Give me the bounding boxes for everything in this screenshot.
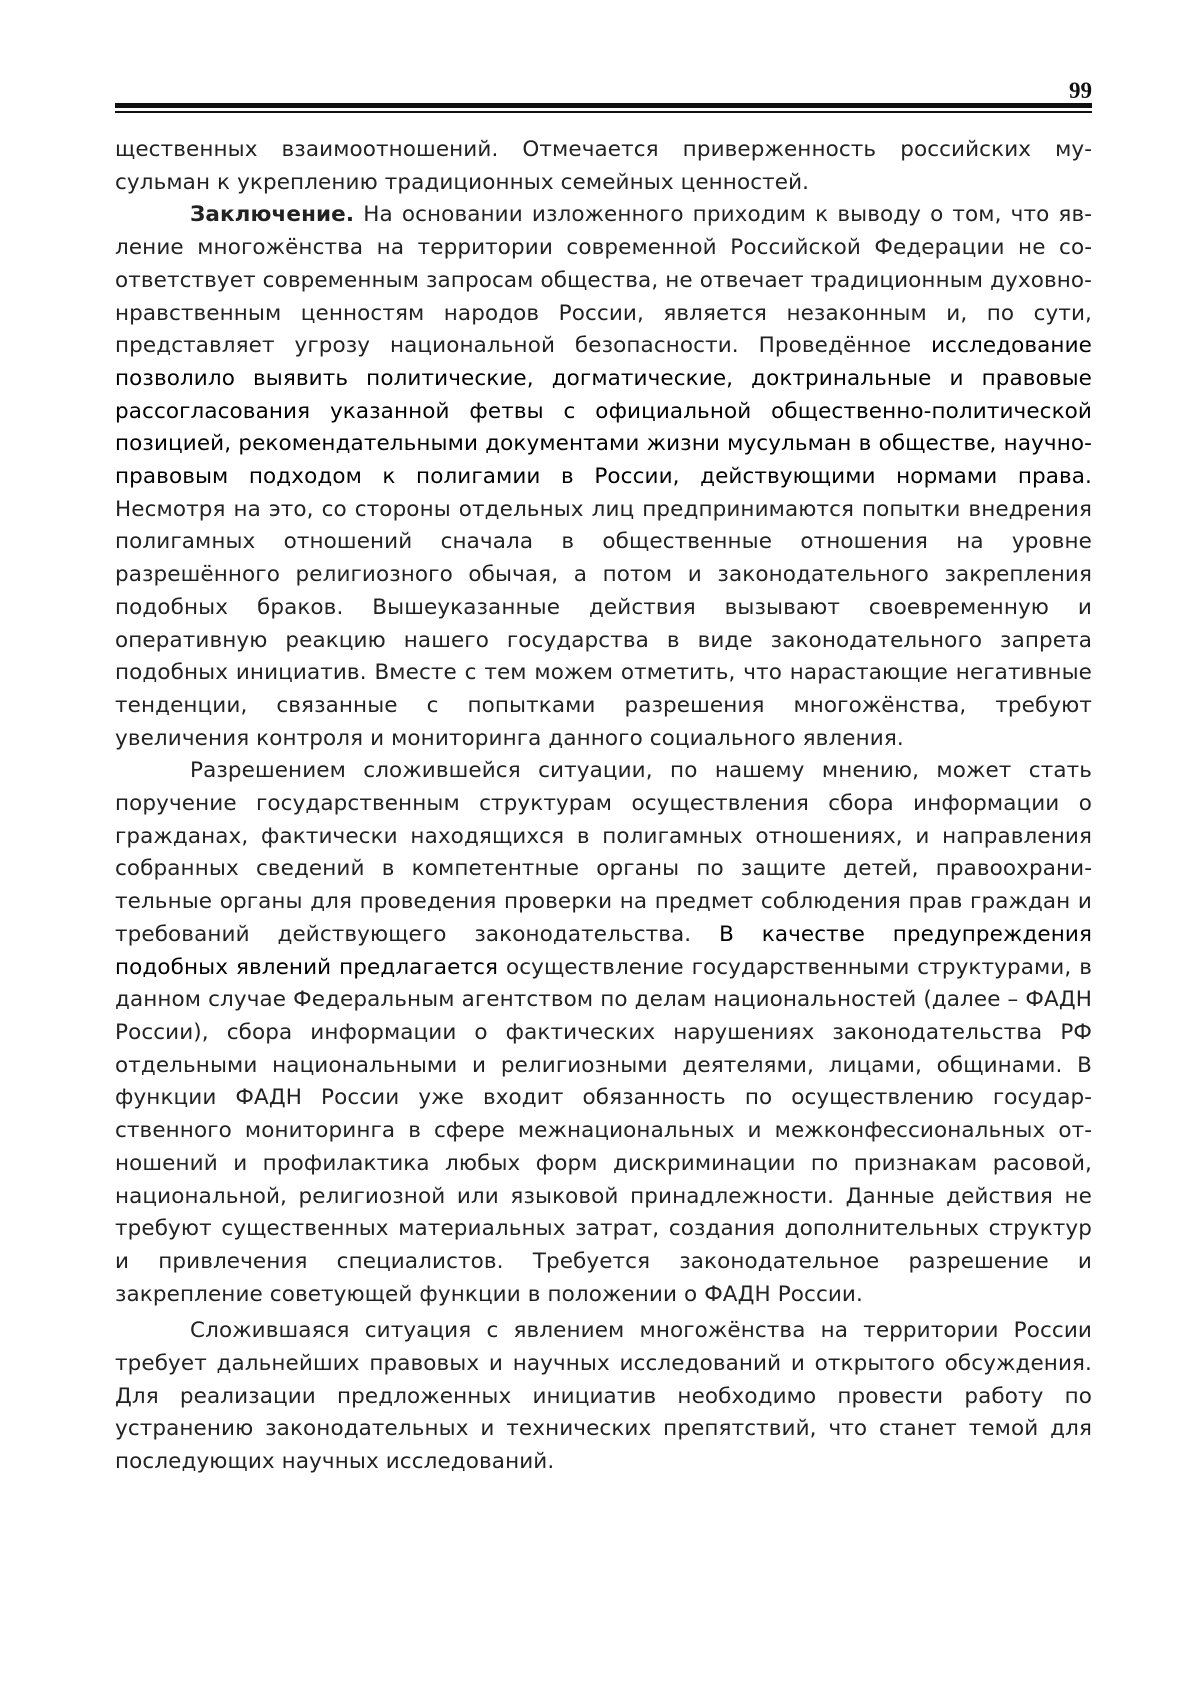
- text-segment: осуществление государственными структурами, в данном случае Федеральным агентством по делам национальностей (далее – ФАДН России), сбора информации о фактических нарушениях законодательства РФ отдельными национальными и религиозными деятелями, лицами, общинами. В функции ФАДН России уже входит обязанность по осуществлению государственного мониторинга в сфере межнациональных и межконфессиональных отношений и профилактика любых форм дискриминации по признакам расовой, национальной, религиозной или языковой принадлежности. Данные действия не требуют существенных материальных затрат, создания дополнительных структур и привлечения специалистов. Требуется законодательное разрешение и закрепление советующей функции в положении о ФАДН России.: [115, 954, 1092, 1307]
- text-segment-emphasized: В качестве предупреждения подобных явлений предлагается: [115, 921, 1092, 980]
- paragraph-conclusion: [115, 199, 1092, 755]
- body-text: [115, 134, 1092, 1479]
- paragraph-resolution: [115, 755, 1092, 1311]
- text-segment: Разрешением сложившейся ситуации, по нашему мнению, может стать поручение государственным структурам осуществления сбора информации о гражданах, фактически находящихся в полигамных отношениях, и направления собранных сведений в компетентные органы по защите детей, правоохранительные органы для проведения проверки на предмет соблюдения прав граждан и требований действующего законодательства.: [115, 758, 1092, 947]
- paragraph-final: [115, 1315, 1092, 1479]
- text-segment: Несмотря на это, со стороны отдельных лиц предпринимаются попытки внедрения полигамных отношений сначала в общественные отношения на уровне разрешённого религиозного обычая, а потом и законодательного закрепления подобных браков. Вышеуказанные действия вызывают своевременную и оперативную реакцию нашего государства в виде законодательного запрета подобных инициатив. Вместе с тем можем отметить, что нарастающие негативные тенденции, связанные с попытками разрешения многожёнства, требуют увеличения контроля и мониторинга данного социального явления.: [115, 496, 1092, 751]
- page-number: 99: [1069, 78, 1092, 103]
- paragraph-continuation: [115, 134, 1092, 199]
- header-rule-thin: [115, 111, 1092, 113]
- text-segment: Сложившаяся ситуация с явлением многожёнства на территории России требует дальнейших правовых и научных исследований и открытого обсуждения. Для реализации предложенных инициатив необходимо провести работу по устранению законодательных и технических препятствий, что станет темой для последующих научных исследований.: [115, 1318, 1092, 1475]
- text-segment-emphasized: исследование позволило выявить политические, догматические, доктринальные и правовые рассогласования указанной фетвы с официальной общественно-политической позицией, рекомендательными документами жизни мусульман в обществе, научно-правовым подходом к полигамии в России, действующими нормами права.: [115, 333, 1092, 490]
- header-rule-thick: [115, 103, 1092, 108]
- section-heading-conclusion: Заключение.: [190, 202, 355, 228]
- text-segment: щественных взаимоотношений. Отмечается приверженность российских мусульман к укреплению традиционных семейных ценностей.: [115, 137, 1092, 195]
- text-segment: На основании изложенного приходим к выводу о том, что явление многожёнства на территории современной Российской Федерации не соответствует современным запросам общества, не отвечает традиционным духовно-нравственным ценностям народов России, является незаконным и, по сути, представляет угрозу национальной безопасности. Проведённое: [115, 202, 1092, 359]
